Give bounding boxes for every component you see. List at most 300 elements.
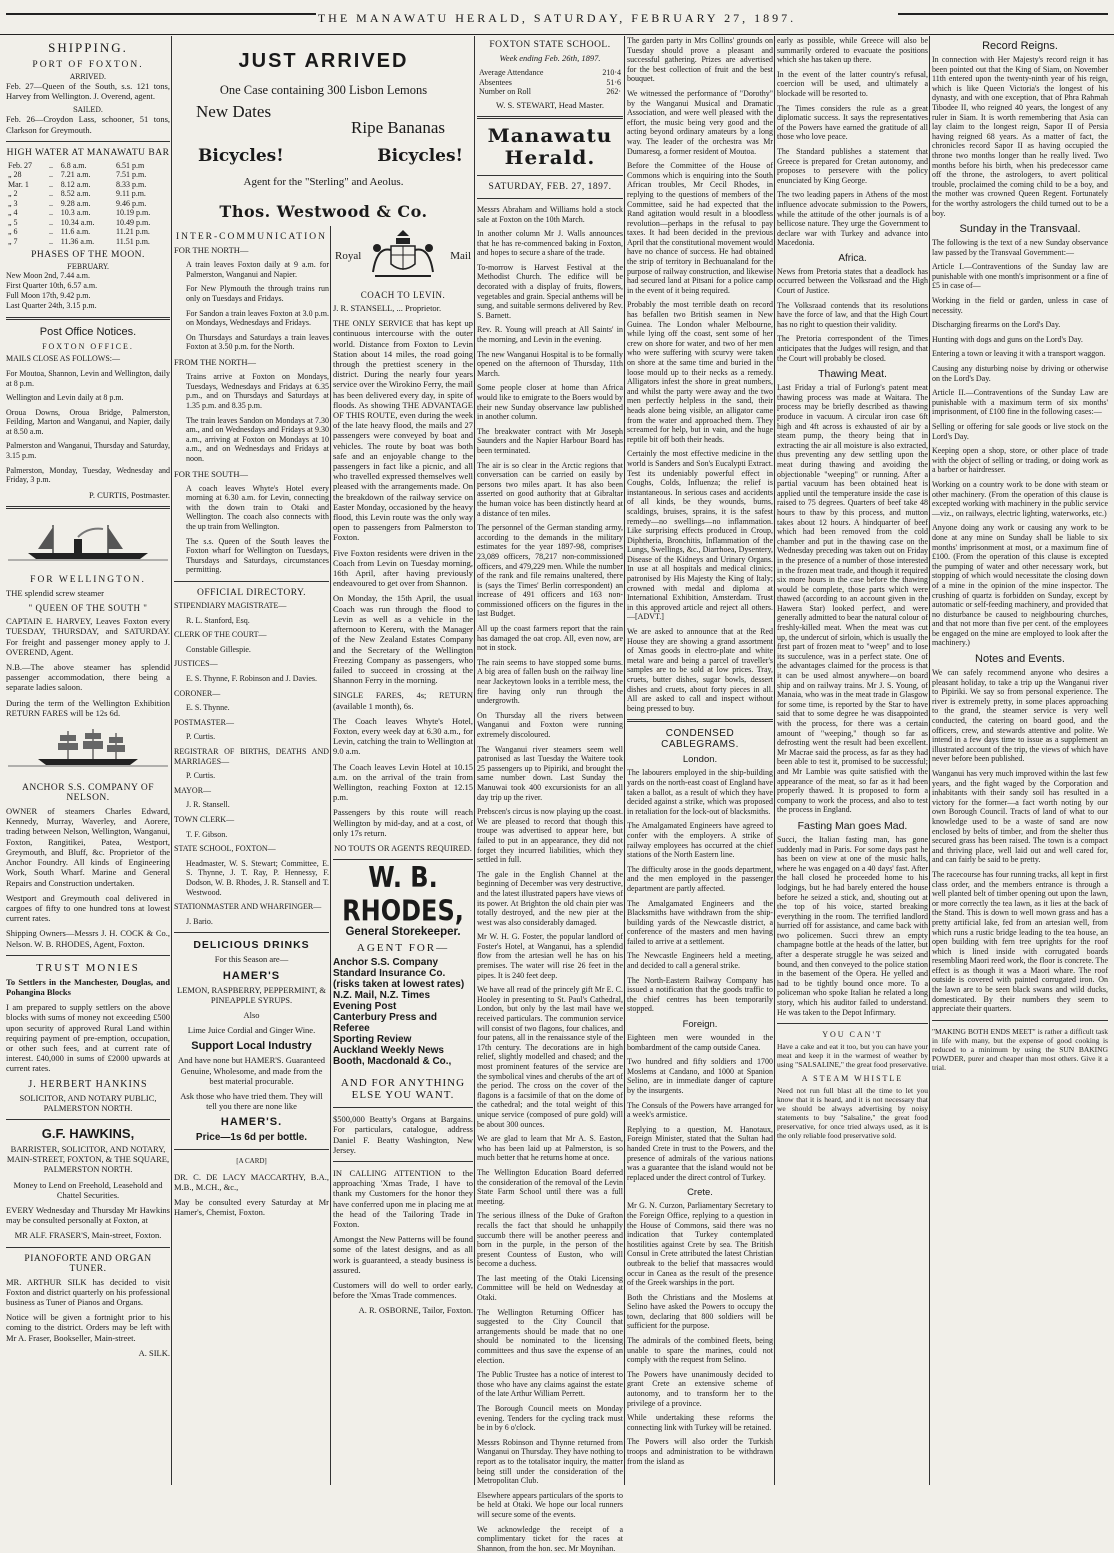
local-news-continued xyxy=(627,36,773,713)
news-paragraph: The personnel of the German standing army, according to the demands in the military estimates for the year 1897-98, comprises 23,089 officers, 78,217 non-commissioned officers, and 479,229 men. While the number of the rank and file remains unaltered, there is (says the Times' Berlin correspondent) an increase of 491 officers and 163 non-commissioned officers on the figures in the last Budget. xyxy=(477,523,623,619)
news-paragraph: The Borough Council meets on Monday evening. Tenders for the cycling track must be in by 6 o'clock. xyxy=(477,1404,623,1433)
ask-text: Ask those who have tried them. They will tell you there are none like xyxy=(180,1090,323,1112)
north-service-line: On Thursdays and Saturdays a train leaves Foxton at 3.50 p.m. for the North. xyxy=(186,332,329,352)
cable-paragraph: The Powers have unanimously decided to grant Crete an extensive scheme of autonomy, and to transform her to the privilege of a province. xyxy=(627,1369,773,1408)
story-paragraph: Causing any disturbing noise by driving or otherwise on the Lord's Day. xyxy=(932,364,1108,383)
cable-paragraph: The Pretoria correspondent of the Times anticipates that the Judges will resign, and that the Court will probably be closed. xyxy=(777,334,928,363)
news-paragraph: The Wellington Education Board deferred the consideration of the removal of the Levin State Farm School until there was a full meeting. xyxy=(477,1167,623,1206)
cable-paragraph: The Amalgamated Engineers have agreed to confer with the employers. A strike of railway employees has occurred at the chief stations of the North Eastern line. xyxy=(627,821,773,860)
school-cell: 51·6 xyxy=(606,77,621,87)
postmaster-sign: P. CURTIS, Postmaster. xyxy=(89,489,170,500)
coach-proprietor: J. R. STANSELL, ... Proprietor. xyxy=(333,303,442,313)
anchor-agents: Shipping Owners—Messrs J. H. COCK & Co., Nelson. W. B. RHODES, Agent, Foxton. xyxy=(6,928,170,949)
news-paragraph: Elsewhere appears particulars of the sports to be held at Otaki. We hope our local runners will secure some of the events. xyxy=(477,1490,623,1519)
tide-cell: .. xyxy=(48,160,53,170)
story-paragraph: In connection with Her Majesty's record reign it has been pointed out that the King of Siam, on November 11th entered upon the twenty-ninth year of his reign, which is like Queen Victoria's the longest of his dynasty, and with one exception, that of Phra Rahmah Tibodee II, who reigned 40 years, the longest of any ruler in Siam. It is worth remembering that Asia can lay claim to the longest reign, Sapor II of Persia having reigned 68 years. As a matter of fact, the chronicles record Sapor II as having occupied the throne two months longer than he really lived. Two months before his birth, when his predecessor came off the throne, the astrologers, to avert political trouble, proclaimed the coming child to be a boy, and the mother was crowned Queen Regent. Fortunately for the worthy astrologers the child turned out to be a boy. xyxy=(932,55,1108,218)
divider xyxy=(477,175,623,176)
column-rule xyxy=(929,36,930,1485)
cable-paragraph: Both the Christians and the Moslems at Selino have asked the Powers to occupy the town, declaring that 800 soldiers will be sufficient for the purpose. xyxy=(627,1292,773,1331)
tide-cell: 9.28 a.m. xyxy=(60,198,91,208)
cable-paragraph: The admirals of the combined fleets, being unable to spare the marines, could not comply with the request from Selino. xyxy=(627,1336,773,1365)
news-paragraph: We witnessed the performance of "Dorothy" by the Wanganui Musical and Dramatic Association, and were well pleased with the effort, the music being very good and the acting beyond ordinary amateurs by a long way. The leader of the orchestra was Mr Dumaresq, a former resident of Moutoa. xyxy=(627,88,773,156)
hankins-name: J. HERBERT HANKINS xyxy=(28,1078,148,1090)
arrived-text: Feb. 27—Queen of the South, s.s. 121 tons, Harvey from Wellington. J. Overend, agent. xyxy=(6,81,170,102)
foreign-heading: Foreign. xyxy=(682,1019,718,1031)
cablegrams-heading: CONDENSED CABLEGRAMS. xyxy=(661,728,739,751)
record-reigns-heading: Record Reigns. xyxy=(982,40,1058,52)
support-industry-heading: Support Local Industry xyxy=(191,1040,312,1053)
anything-else-line: AND FOR ANYTHING ELSE YOU WANT. xyxy=(340,1077,466,1102)
school-week: Week ending Feb. 26th, 1897. xyxy=(499,53,601,63)
moon-phase-line: Last Quarter 24th, 3.15 p.m. xyxy=(6,301,97,311)
cable-paragraph: The Times considers the rule as a great diplomatic success. It says the representatives of the Powers have earned the gratitude of all those who love peace. xyxy=(777,103,928,142)
drinks-sub: For this Season are— xyxy=(214,954,289,965)
directory-holder: E. S. Thynne. xyxy=(186,703,230,713)
school-cell: 262· xyxy=(606,87,621,97)
westwood-firm-name: Thos. Westwood & Co. xyxy=(219,202,428,221)
steam-whistle-text: Need not run full blast all the time to let you know that it is heard, and it is not necessary that we should be always advertising by noisy statements to buy "Salsaline," the great food preservative, for once tried always used, as it is the only reliable food preservative sold. xyxy=(777,1086,928,1141)
fraser-text: EVERY Wednesday and Thursday Mr Hawkins may be consulted personally at Foxton, at xyxy=(6,1204,170,1226)
crete-heading: Crete. xyxy=(687,1187,713,1199)
tide-cell: .. xyxy=(48,198,53,208)
directory-office: CORONER— xyxy=(174,688,221,698)
story-paragraph: Working in the field or garden, unless in case of necessity. xyxy=(932,296,1108,315)
from-the-north-label: FROM THE NORTH— xyxy=(174,356,256,367)
news-paragraph: The new Wanganui Hospital is to be formally opened on the afternoon of Thursday, 11th March. xyxy=(477,349,623,378)
story-paragraph: Succi, the Italian fasting man, has gone suddenly mad in Paris. For some days past he has been on view at one of the music halls, where he was engaged on a 40 days' fast. After the hall closed he proceeded home to his lodgings, but he had barely entered the house before he seized a stick, and, shouting out at the top of his voice, started breaking everything in the room. The terrified landlord hurried off for assistance, and came back with two policemen. Succi threw an empty champagne bottle at the heads of the latter, but after a desperate struggle he was seized and bound, and then conveyed to the police station in the basement of the Opera. He yelled and had to be tightly bound once more. To a policeman who spoke Italian he related a long story, which his auditor failed to understand. He was taken to the Depot Infirmary. xyxy=(777,834,928,1017)
news-paragraph: All up the coast farmers report that the rain has damaged the oat crop. All, even now, are not in stock. xyxy=(477,624,623,653)
post-office-line: Palmerston, Monday, Tuesday, Wednesday and Friday, 3 p.m. xyxy=(6,465,170,485)
cable-paragraph: While undertaking these reforms the connecting link with Turkey will be retained. xyxy=(627,1413,773,1432)
royal-label: Royal xyxy=(335,250,362,262)
agency-item: Canterbury Press and Referee xyxy=(333,1012,437,1035)
news-paragraph: Messrs Robinson and Thynne returned from Wanganui on Thursday. They have nothing to report as to the totalisator inquiry, the matter being still under the consideration of the Metropolitan Club. xyxy=(477,1437,623,1486)
post-office-line: Wellington and Levin daily at 8 p.m. xyxy=(6,393,124,403)
africa-heading: Africa. xyxy=(838,252,867,264)
bananas-line: Ripe Bananas xyxy=(351,118,445,137)
tide-cell: 8.52 a.m. xyxy=(60,189,91,199)
tide-cell: .. xyxy=(48,217,53,227)
news-paragraph: Certainly the most effective medicine in the world is Sanders and Son's Eucalypti Extract. Test its undeniably powerful effect in Coughs, Colds, Influenza; the relief is instantaneous. In serious cases and accidents of all kinds, be they wounds, burns, scaldings, bruises, sprains, it is the safest remedy—no swellings—no inflammation. Like surprising effects produced in Croup, Diphtheria, Bronchitis, Inflammation of the Lungs, Swellings, &c., Diarrhoea, Dysentery, Disease of the Kidneys and Urinary Organs. In use at all hospitals and medical clinics; patronised by His Majesty the King of Italy; crowned with medal and diploma at International Exhibition, Amsterdam. Trust in this approved article and reject all others.—[ADVT.] xyxy=(627,449,773,622)
tide-cell: 8.12 a.m. xyxy=(60,179,91,189)
doctor-name: DR. C. DE LACY MACCARTHY, B.A., M.B., M.CH., &c., xyxy=(174,1171,329,1192)
masthead xyxy=(0,0,1114,35)
intercommunication-heading: INTER-COMMUNICATION xyxy=(176,232,327,242)
column-editorial xyxy=(477,36,623,1553)
tide-cell: 11.6 a.m. xyxy=(60,227,91,237)
tide-cell: „ 3 xyxy=(8,198,18,208)
school-row xyxy=(477,78,623,88)
anchor-company-heading: ANCHOR S.S. COMPANY OF NELSON. xyxy=(22,783,154,804)
divider xyxy=(6,1119,170,1120)
osborne-text-2: Amongst the New Patterns will be found some of the latest designs, and as all work is guaranteed, a steady business is assured. xyxy=(333,1234,473,1275)
sunday-transvaal-story xyxy=(932,238,1108,648)
hankins-sub: SOLICITOR, AND NOTARY PUBLIC, PALMERSTON NORTH. xyxy=(19,1092,157,1113)
directory-office: JUSTICES— xyxy=(174,659,218,669)
local-news xyxy=(477,205,623,1553)
sterling-agent-line: Agent for the "Sterling" and Aeolus. xyxy=(243,176,404,188)
royal-coat-of-arms-icon xyxy=(363,228,443,284)
moon-phases xyxy=(6,271,170,311)
tide-cell: Mar. 1 xyxy=(8,179,29,189)
tide-cell: .. xyxy=(48,236,53,246)
news-paragraph: Prebscen's circus is now playing up the coast. We are pleased to record that though this troupe was advertised to appear here, but failed to put in an appearance, they did not forget they incurred liabilities, which they settled in full. xyxy=(477,807,623,865)
news-paragraph: On Thursday all the rivers between Wanganui and Foxton were running extremely discoloured. xyxy=(477,710,623,739)
story-paragraph: Last Friday a trial of Furlong's patent meat thawing process was made at Waitara. The process may be briefly described as thawing produce in vacuum. A circular iron case 6ft high and 4ft across is exhausted of air by a steam pump, the theory being that in extracting the air all moisture is also extracted, thus preventing any dew settling upon the meat during thawing and avoiding the objectionable "weeping" or running. After a partial vacuum has been obtained heat is applied until the temperature inside the case is raised to 75 degrees. Quarters of beef take 48 hours to thaw by this process, and mutton takes about 12 hours. A hindquarter of beef which had been removed from the cold chamber and put in the thawing case on the Wednesday preceding was taken out on Friday in the presence of a number of those interested in the frozen meat trade, and though it required six more hours in the case before the thawing would be complete, those parts which were thawed (according to an account given in the Hawera Star) looked perfect, and were generally admitted to bear the natural colour of freshly-killed meat. When the meat was cut up, the undercut of sirloin, which is usually the first part of frozen meat to "weep" and to lose its succulence, was in a perfect state. One of the advantages claimed for the process is that it can be used almost anywhere—on board ship and on railway trains. Mr J. S. Young, of Manaia, who was in the meat trade in Glasgow for some time, is reported by the Star to have said that to some degree he was disappointed with the process, for there was a certain amount of "weeping," though so far as defrosting went the result had been excellent. Mr Macrae said the process, as far as they had been able to test it, promised to be successful; and Mr Lambie was quite satisfied with the appearance of the meat, so far as it had been properly thawed. It is proposed to form a company to work the process, and also to test the process in England. xyxy=(777,383,928,815)
cable-paragraph: The two leading papers in Athens of the most influence advocate submission to the Powers, while the attitude of the other journals is of a bellicose nature. They urge the Government to declare war with Turkey and advance into Macedonia. xyxy=(777,190,928,248)
notes-events-story xyxy=(932,668,1108,1014)
fasting-man-heading: Fasting Man goes Mad. xyxy=(797,819,908,832)
cable-paragraph: The North-Eastern Railway Company has issued a notification that the goods traffic to the chief centres has been temporarily stopped. xyxy=(627,975,773,1014)
news-paragraph: We are asked to announce that at the Red House they are showing a grand assortment of Xmas goods in electro-plate and white metal ware and being a parcel of traveller's samples are to be sold at low prices. Tray, cruets, butter dishes, sugar bowls, dessert dishes and cruets, about forty pieces in all. All are asked to call and inspect without being pressed to buy. xyxy=(627,627,773,713)
post-office-notices xyxy=(6,354,170,485)
sailed-label: SAILED. xyxy=(73,106,103,115)
tide-row xyxy=(6,237,170,247)
story-paragraph: Keeping open a shop, store, or other place of trade with the object of selling or trading, or doing work as a barber or hairdresser. xyxy=(932,446,1108,475)
record-reigns-story xyxy=(932,55,1108,218)
from-north-service-line: The train leaves Sandon on Mondays at 7.30 am., and on Wednesdays and Fridays at 9.30 a.m., arriving at Foxton on Mondays at 10 a.m., and on Wednesdays and Fridays at noon. xyxy=(186,415,329,463)
hawkins-name: G.F. HAWKINS, xyxy=(41,1125,135,1141)
thawing-meat-story xyxy=(777,383,928,815)
anchor-text-2: Westport and Greymouth coal delivered in cargoes of fifty to one hundred tons at lowest current rates. xyxy=(6,892,170,924)
divider xyxy=(174,932,329,933)
directory-office: CLERK OF THE COURT— xyxy=(174,630,267,640)
north-service-line: A train leaves Foxton daily at 9 a.m. for Palmerston, Wanganui and Napier. xyxy=(186,260,329,279)
cable-paragraph: Two hundred and fifty soldiers and 1700 Moslems at Candano, and 1000 at Spanion Selino, are in immediate danger of capture by the insurgents. xyxy=(627,1057,773,1095)
dateline: SATURDAY, FEB. 27, 1897. xyxy=(488,181,612,192)
story-paragraph: The following is the text of a new Sunday observance law passed by the Transvaal Government:— xyxy=(932,238,1108,257)
column-coach xyxy=(333,228,473,1485)
column-cables xyxy=(777,36,928,1485)
directory-office: POSTMASTER— xyxy=(174,717,235,727)
north-services xyxy=(174,260,329,352)
moon-heading: PHASES OF THE MOON. xyxy=(31,250,145,261)
cable-paragraph: The Powers will also order the Turkish troops and administration to be withdrawn from the island as xyxy=(627,1437,773,1466)
from-north-service-line: Trains arrive at Foxton on Mondays, Tuesdays, Wednesdays and Fridays at 6.35 p.m., and on Thursdays and Saturdays at 1.35 p.m. and 8.35 p.m. xyxy=(186,372,329,410)
tide-cell: „ 6 xyxy=(8,227,18,237)
divider xyxy=(6,141,170,142)
story-paragraph: Hunting with dogs and guns on the Lord's Day. xyxy=(932,334,1083,344)
osborne-text-3: Customers will do well to order early, before the 'Xmas Trade commences. xyxy=(333,1280,473,1301)
cable-paragraph: Mr G. N. Curzon, Parliamentary Secretary to the Foreign Office, replying to a question in the House of Commons, said there was no indication that Turkey contemplated hostilities against Crete by sea. The British Consul in Crete attributed the latest Christian outbreak to the belief that massacres would occur in Canea as the result of the presence of the Greek warships in the port. xyxy=(627,1201,773,1288)
cable-paragraph: Eighteen men were wounded in the bombardment of the camp outside Canea. xyxy=(627,1033,773,1052)
tide-cell: „ 4 xyxy=(8,208,18,218)
north-service-line: For New Plymouth the through trains run only on Tuesdays and Fridays. xyxy=(186,284,329,303)
news-paragraph: Probably the most terrible death on record has befallen two British seamen in New Guinea. The London whaler Melbourne, while lying off the coast, sent some of her crew on shore for water, and two of her men who were suffering with scurvy were taken on shore at the same time and buried in the loose mould up to their necks as a remedy. Alligators infest the shore in great numbers, and whilst the party were away and the two men perfectly helpless in the sand, their heads alone being visible, an alligator came from the water and approached them. They screamed for help, but in vain, and the huge reptile bit off both their heads. xyxy=(627,300,773,444)
directory-holder: J. R. Stansell. xyxy=(186,800,230,810)
directory-holder: P. Curtis. xyxy=(186,732,216,742)
news-paragraph: The rain seems to have stopped some burns. A big area of fallen bush on the railway line near Jackeytown looks in a terrible mess, the fire having only run through the undergrowth. xyxy=(477,657,623,706)
coach-text-3: On Monday, the 15th April, the usual Coach was run through the flood to Levin as well as a vehicle in the afternoon to Kereru, with the Manager of the New Zealand Estates Company and the Secretary of the Wellington Freezing Company as passengers, who failed to succeed in crossing at the Shannon Ferry in the morning. xyxy=(333,593,473,686)
news-paragraph: Before the Committee of the House of Commons which is enquiring into the South African troubles, Mr Cecil Rhodes, in replying to the questions of members of the Committee, said he had expected that the Rand agitation would result in a bloodless revolution—perhaps in the refusal to pay taxes. It had been decided in the previous April that the constitutional movement would have no chance of success. He had obtained the strip of territory in Bechuanaland for the purpose of railway construction, and likewise had secured land at Pitsani for a police camp in the event of it being required. xyxy=(627,161,773,295)
cable-paragraph: Replying to a question, M. Hanotaux, Foreign Minister, stated that the Sultan had handed Crete in trust to the Powers, and the presence of admirals of the various nations was a guarantee that the island would not be replaced under the direct control of Turkey. xyxy=(627,1124,773,1182)
masthead-rule-right xyxy=(898,13,1108,15)
news-paragraph: In another column Mr J. Walls announces that he has re-commenced baking in Foxton, and hopes to secure a share of the trade. xyxy=(477,229,623,258)
piano-text: MR. ARTHUR SILK has decided to visit Foxton and district quarterly on his professional business as Tuner of Pianos and Organs. xyxy=(6,1276,170,1307)
salsaline-heading: YOU CAN'T xyxy=(822,1030,883,1040)
lemons-line: One Case containing 300 Lisbon Lemons xyxy=(219,83,428,97)
steamer-fares: During the term of the Wellington Exhibition RETURN FARES will be 12s 6d. xyxy=(6,697,170,718)
osborne-text: IN CALLING ATTENTION to the approaching 'Xmas Trade, I have to thank my Customers for the honor they have conferred upon me in placing me at the head of the Tailoring Trade in Foxton. xyxy=(333,1167,473,1229)
story-paragraph: Discharging firearms on the Lord's Day. xyxy=(932,320,1061,330)
steam-whistle-heading: A STEAM WHISTLE xyxy=(801,1074,904,1084)
sailing-ship-icon xyxy=(6,727,170,771)
beatty-organs-ad: $500,000 Beatty's Organs at Bargains. For particulars, catalogue, address Daniel F. Beatty Washington, New Jersey. xyxy=(333,1114,473,1155)
divider xyxy=(777,1023,928,1024)
cable-paragraph: The labourers employed in the ship-building yards on the north-east coast of England have taken a ballot, as a result of which they have decided against a strike, which was proposed in retaliation for the lock-out of blacksmiths. xyxy=(627,768,773,816)
column-rule xyxy=(171,36,172,1485)
column-rule xyxy=(330,226,331,1485)
school-cell: 210·4 xyxy=(602,68,621,78)
bicycles-right: Bicycles! xyxy=(377,146,463,166)
directory-holder: J. Bario. xyxy=(186,916,213,926)
cable-paragraph: In the event of the latter country's refusal, coercion will be used, and ultimately a blockade will be resorted to. xyxy=(777,69,928,98)
column-rule xyxy=(624,36,625,1485)
column-intercommunication xyxy=(174,228,329,1485)
directory-office: STATIONMASTER AND WHARFINGER— xyxy=(174,902,322,912)
tide-cell: .. xyxy=(48,170,53,180)
directory-heading: OFFICIAL DIRECTORY. xyxy=(196,588,307,599)
hamers-heading-2: HAMER'S. xyxy=(220,1116,283,1129)
post-office-sub: FOXTON OFFICE. xyxy=(42,342,134,352)
agency-item: Sporting Review xyxy=(333,1034,412,1046)
tide-cell: 8.33 p.m. xyxy=(116,179,147,189)
london-heading: London. xyxy=(682,754,718,766)
story-paragraph: We can safely recommend anyone who desires a pleasant holiday, to take a trip up the Wanganui river to Pipiriki. We say so from personal experience. The river is extremely pretty, in some places approaching to the grand, the steamer service is very well conducted, the catering on board good, and the officers, crew, and stewards attentive and polite. We intend in a few days time to issue as a supplement an illustrated account of the trip, the views of which have never before been published. xyxy=(932,668,1108,764)
story-paragraph: Article II.—Contraventions of the Sunday Law are punishable with a maximum term of six months' imprisonment, of £100 fine in the following cases:— xyxy=(932,388,1108,417)
tide-cell: 6.8 a.m. xyxy=(60,160,87,170)
tide-cell: 9.46 p.m. xyxy=(116,198,147,208)
school-cell: Average Attendance xyxy=(479,68,544,78)
south-service-line: A coach leaves Whyte's Hotel every morning at 6.30 a.m. for Levin, connecting with the down train to Otaki and Wellington. The coach also connects with the up train from Wellington. xyxy=(186,483,329,532)
agent-for-label: AGENT FOR— xyxy=(356,942,450,955)
cable-paragraph: The Newcastle Engineers held a meeting, and decided to call a general strike. xyxy=(627,951,773,971)
coach-text-6: Passengers by this route will reach Wellington by mid-day, and at a cost, of only 17s return. xyxy=(333,807,473,838)
school-sign: W. S. STEWART, Head Master. xyxy=(495,99,605,110)
tide-cell: 11.51 p.m. xyxy=(116,236,150,246)
moon-phase-line: New Moon 2nd, 7.44 a.m. xyxy=(6,271,90,281)
steamer-text: THE splendid screw steamer xyxy=(6,588,104,599)
anchor-text: OWNER of steamers Charles Edward, Kennedy, Murray, Waverley, and Aorere, trading between Nelson, Wellington, Wanganui, Foxton, Rangitikei, Patea, Westport, Greymouth, and Bluff, &c. Proprietor of the Anchor Foundry. All kinds of Engineering Work, South Wharf. Marine and General Repairs and Construction undertaken. xyxy=(6,806,170,888)
news-paragraph: The Public Trustee has a notice of interest to those who have any claims against the estate of the late Arthur William Perrett. xyxy=(477,1370,623,1399)
bicycles-left: Bicycles! xyxy=(198,146,284,166)
post-office-line: Oroua Downs, Oroua Bridge, Palmerston, Feilding, Marton and Wanganui, and Napier, daily at 8.50 a.m. xyxy=(6,407,170,436)
divider xyxy=(6,506,170,509)
trust-text: I am prepared to supply settlers on the above blocks with sums of money not exceeding £500 upon security of approved Rural Land within requiring payment of pre-emption, occupation, or other such fees, and at current rate of interest. £40,000 in sums of £2000 upwards at current rates. xyxy=(6,1002,170,1074)
news-paragraph: Messrs Abraham and Williams hold a stock sale at Foxton on the 10th March. xyxy=(477,204,623,224)
divider xyxy=(6,955,170,956)
tide-row xyxy=(6,180,170,190)
agency-item: Auckland Weekly News xyxy=(333,1045,444,1057)
port-heading: PORT OF FOXTON. xyxy=(32,60,144,70)
hawkins-text: Money to Lend on Freehold, Leasehold and Chattel Securities. xyxy=(13,1179,163,1200)
trust-sub: To Settlers in the Manchester, Douglas, and Pohangina Blocks xyxy=(6,976,170,997)
newspaper-nameplate: Manawatu Herald. xyxy=(487,124,613,169)
column-rule xyxy=(474,36,475,1485)
story-paragraph: Working on a country work to be done with steam or other machinery. (From the operation of this clause is excepted working with machinery in the public service—viz., on railways, electric lighting, waterworks, etc.) xyxy=(932,479,1108,518)
doctor-text: May be consulted every Saturday at Mr Hamer's, Chemist, Foxton. xyxy=(174,1196,329,1218)
wellington-heading: FOR WELLINGTON. xyxy=(30,575,146,586)
divider xyxy=(477,116,623,119)
tide-cell: .. xyxy=(48,189,53,199)
story-paragraph: Anyone doing any work or causing any work to be done at any mine on Sunday shall be liable to six months' imprisonment at most, or a maximum fine of £100. (From the operation of this clause is excepted the pumping of water and other necessary work, but stopping of which would necessitate the closing down of a mine in the opinion of the mine inspector. The crushing of quartz is forbidden on Sunday, except by automatic or self-feeding machinery, and provided that no disturbance be caused to neighbouring churches, and that not more than five per cent. of the employees be engaged on the mine are employed to look after the machinery.) xyxy=(932,523,1108,648)
tide-cell: 10.49 p.m. xyxy=(116,217,151,227)
news-paragraph: The serious illness of the Duke of Grafton recalls the fact that should he unhappily succumb there will be another peeress and born in the purple, in the person of the present Countess of Euston, who will become a duchess. xyxy=(477,1211,623,1269)
agency-item: Standard Insurance Co. (risks taken at lowest rates) xyxy=(333,968,465,991)
piano-sign: A. SILK. xyxy=(138,1347,170,1358)
directory-holder: R. L. Stanford, Esq. xyxy=(186,615,250,625)
steamer-name: " QUEEN OF THE SOUTH " xyxy=(28,603,148,614)
divider xyxy=(333,1107,473,1108)
news-paragraph: The Wanganui river steamers seem well patronised as last Tuesday the Waitere took 25 passengers up to Pipiriki, and brought the same number down. Last Sunday the Manuwai took 400 excursionists for an all day trip up the river. xyxy=(477,744,623,802)
trust-monies-heading: TRUST MONIES xyxy=(36,961,140,974)
piano-text-2: Notice will be given a fortnight prior to his coming to the district. Orders may be left with Mr A. Fraser, Bookseller, Main-street. xyxy=(6,1312,170,1343)
tide-cell: 7.51 p.m. xyxy=(116,170,147,180)
tide-cell: „ 28 xyxy=(8,170,22,180)
story-paragraph: Selling or offering for sale goods or live stock on the Lord's Day. xyxy=(932,422,1108,441)
coach-heading: COACH TO LEVIN. xyxy=(360,290,446,300)
news-paragraph: To-morrow is Harvest Festival at the Methodist Church. The edifice will be decorated with a display of fruits, flowers, vegetables and grain. Special anthems will be sung, and suitable sermons delivered by Rev. S. Barnett. xyxy=(477,262,623,320)
story-paragraph: Entering a town or leaving it with a transport waggon. xyxy=(932,349,1106,359)
agency-item: Evening Post xyxy=(333,1001,397,1013)
salsaline-text: Have a cake and eat it too, but you can have your meat and keep it in the warmest of weather by using "SALSALINE," the great food preservative. xyxy=(777,1042,928,1070)
column-rule xyxy=(774,36,775,1485)
moon-month: FEBRUARY. xyxy=(66,263,110,272)
directory-holder: T. F. Gibson. xyxy=(186,829,228,839)
hamers-heading: HAMER'S xyxy=(222,969,281,982)
news-paragraph: Some people closer at home than Africa would like to emigrate to the Boers would by their new Sunday observance law published in another column. xyxy=(477,383,623,422)
tide-cell: 10.3 a.m. xyxy=(60,208,91,218)
tide-heading: HIGH WATER AT MANAWATU BAR xyxy=(6,147,170,158)
moon-phase-line: Full Moon 17th, 9.42 p.m. xyxy=(6,291,91,301)
tide-cell: 6.51 p.m xyxy=(116,160,145,170)
tide-cell: 7.21 a.m. xyxy=(60,170,91,180)
hamers-syrups: LEMON, RASPBERRY, PEPPERMINT, & PINEAPPLE SYRUPS. xyxy=(177,984,326,1005)
news-paragraph: The gale in the English Channel at the beginning of December was very destructive, and the latest illustrated papers have views of its power. At Brighton the old chain pier was totally destroyed, and the new pier at the west was also considerably damaged. xyxy=(477,869,623,927)
tide-cell: Feb. 27 xyxy=(8,160,32,170)
south-services xyxy=(174,484,329,575)
divider xyxy=(932,1020,1108,1021)
tide-cell: .. xyxy=(48,208,53,218)
coach-text-2: Five Foxton residents were driven in the Coach from Levin on Tuesday morning, 16th April, after having previously endeavoured to get over from Shannon. xyxy=(333,547,473,589)
news-paragraph: The last meeting of the Otaki Licensing Committee will be held on Wednesday at Otaki. xyxy=(477,1273,623,1303)
foreign-news xyxy=(627,1033,773,1182)
tide-cell: 11.21 p.m. xyxy=(116,227,150,237)
rhodes-name: W. B. RHODES, xyxy=(342,860,464,928)
post-office-line: For Moutoa, Shannon, Levin and Wellington, daily at 8 p.m. xyxy=(6,368,170,388)
westwood-advertisement xyxy=(174,38,473,224)
tide-cell: 9.11 p.m. xyxy=(116,189,146,199)
tide-row xyxy=(6,161,170,171)
tide-row xyxy=(6,208,170,218)
tide-row xyxy=(6,218,170,228)
africa-news xyxy=(777,267,928,363)
news-paragraph: The Wellington Returning Officer has suggested to the City Council that arrangements should be made that no one should be nominated to the licensing committees and thus save the expense of an election. xyxy=(477,1307,623,1365)
sailed-text: Feb. 26—Croydon Lass, schooner, 51 tons, Clarkson for Greymouth. xyxy=(6,114,170,135)
divider xyxy=(174,581,329,582)
for-the-south-label: FOR THE SOUTH— xyxy=(174,468,248,479)
tide-row xyxy=(6,199,170,209)
moon-phase-line: First Quarter 10th, 6.57 a.m. xyxy=(6,281,98,291)
directory-holder: Constable Gillespie. xyxy=(186,644,251,654)
tide-cell: „ 5 xyxy=(8,217,18,227)
crete-news xyxy=(627,1201,773,1466)
london-news xyxy=(627,768,773,1014)
divider xyxy=(174,1149,329,1150)
agency-item: Anchor S.S. Company xyxy=(333,957,439,969)
crete-news-continued xyxy=(777,36,928,248)
post-office-line: MAILS CLOSE AS FOLLOWS:— xyxy=(6,354,121,364)
divider xyxy=(477,198,623,199)
story-paragraph: The racecourse has four running tracks, all kept in first class order, and the members entrance is through a well planted belt of timber opening out upon the lawn, or more correctly the tea lawn, as it lies at the back of the Stand. This is down to well mown grass and has a pretty artificial lake, fed from an artesian well, from which runs a rustic bridge leading to the tea house, an open building with fern tree uprights for the roof which is lined inside with corrugated boards resembling Maori reed work, the floor is concrete. The effect is as though it was a Maori whare. The roof outside is covered with painted corrugated iron. On the lawn are to be seen black swans and wild ducks, domesticated. By their numbers they seem to appreciate their quarters. xyxy=(932,869,1108,1014)
directory-office: MAYOR— xyxy=(174,785,212,795)
school-cell: Number on Roll xyxy=(479,87,531,97)
fasting-man-story xyxy=(777,835,928,1017)
news-paragraph: We acknowledge the receipt of a complimentary ticket for the races at Shannon, from the hon. sec. Mr Moynihan. xyxy=(477,1524,623,1553)
story-paragraph: Wanganui has very much improved within the last few years, and the fight waged by the Corporation and inhabitants with their sandy soil has resulted in a victory for the former—a fact worth noting by our own Borough Council. Tracts of land of what to our knowledge used to be a waste of sand are now enclosed by belts of timber, and from the shelter thus secured grass has been raised. The town is a compact and thriving place, well laid out and well cared for, and can fairly be said to be pretty. xyxy=(932,769,1108,865)
divider xyxy=(627,719,773,722)
sunday-transvaal-heading: Sunday in the Transvaal. xyxy=(959,223,1081,236)
column-features xyxy=(932,36,1108,1485)
shipping-heading: SHIPPING. xyxy=(48,40,128,55)
steamer-icon xyxy=(6,519,170,563)
agency-item: Booth, Macdonald & Co., xyxy=(333,1056,452,1068)
directory-office: STATE SCHOOL, FOXTON— xyxy=(174,844,276,854)
post-office-heading: Post Office Notices. xyxy=(39,326,137,339)
for-the-north-label: FOR THE NORTH— xyxy=(174,245,249,255)
fraser-address: MR ALF. FRASER'S, Main-street, Foxton. xyxy=(14,1230,162,1241)
column-news xyxy=(627,36,773,1485)
just-arrived-heading: JUST ARRIVED xyxy=(238,50,409,72)
directory-office: STIPENDIARY MAGISTRATE— xyxy=(174,601,287,611)
tide-cell: 10.19 p.m. xyxy=(116,208,151,218)
divider xyxy=(333,1161,473,1162)
school-row xyxy=(477,87,623,97)
directory-holder: P. Curtis. xyxy=(186,771,216,781)
no-touts-line: NO TOUTS OR AGENTS REQUIRED. xyxy=(334,842,472,853)
news-paragraph: The breakwater contract with Mr Joseph Saunders and the Napier Harbour Board has been terminated. xyxy=(477,426,623,455)
from-north-services xyxy=(174,372,329,463)
agency-item: N.Z. Mail, N.Z. Times xyxy=(333,990,431,1002)
cable-paragraph: The difficulty arose in the goods department, and the men employed in the passenger department are partly affected. xyxy=(627,864,773,893)
cable-paragraph: News from Pretoria states that a deadlock has occurred between the Volksraad and the High Court of Justice. xyxy=(777,266,928,296)
school-heading: FOXTON STATE SCHOOL. xyxy=(489,40,611,50)
tide-row xyxy=(6,227,170,237)
column-shipping xyxy=(6,36,170,1485)
divider xyxy=(6,317,170,320)
notes-events-heading: Notes and Events. xyxy=(975,653,1065,666)
official-directory xyxy=(174,601,329,926)
dates-line: New Dates xyxy=(196,102,272,121)
coach-text-4: The Coach leaves Whyte's Hotel, Foxton, every week day at 6.30 a.m., for Levin, catching the train to Wellington at 9.0 a.m. xyxy=(333,715,473,757)
directory-holder: Headmaster, W. S. Stewart; Committee, E. S. Thynne, J. T. Ray, P. Hennessy, F. Dodson, W. B. Rhodes, J. R. Stansell and T. Westwood. xyxy=(186,858,329,897)
news-paragraph: The garden party in Mrs Collins' grounds on Tuesday should prove a pleasant and successful gathering. Prizes are advertised for the best collection of fruit and the best bouquet. xyxy=(627,36,773,84)
tide-cell: „ 2 xyxy=(8,189,18,199)
coach-text: THE ONLY SERVICE that has kept up continuous intercourse with the outer world. Distance from Foxton to Levin Station about 14 miles, the road going through the prettiest scenery in the district. During the nearly four years service over the Wirokino Ferry, the mail has been delivered every day, in spite of floods. As showing THE ADVANTAGE OF THIS ROUTE, even during the week of the late heavy flood, the mails and 27 passengers were conveyed by boat and vehicles. The route by boat was both safe and an enjoyable change to the passengers in fact like a picnic, and all who travelled expressed themselves well pleased with the arrangements made. On the breakdown of the railway service on Easter Monday, occasioned by the heavy flood, this Levin route was the only way open to passengers from Palmerston to Foxton. xyxy=(333,318,473,543)
price-line: Price—1s 6d per bottle. xyxy=(195,1132,308,1144)
tide-cell: 11.36 a.m. xyxy=(60,236,95,246)
news-paragraph: We are glad to learn that Mr A. S. Easton, who has been laid up at Palmerston, is so much better that he returns home at once. xyxy=(477,1134,623,1163)
news-paragraph: We have all read of the princely gift Mr E. C. Hooley in presenting to St. Paul's Cathedral, London, but only by the last mail have we received particulars. The communion service will consist of two flagons, four chalices, and four patens, all in the renaissance style of the 17th century. The decorations are in high relief, slightly modelled and chased; and the most prominent features of the service are the symbolical vines and cherubs of the art of the period. The cross on the cover of the flagons is a facsimile of that on the dome of the cathedral; and the total weight of this unique service (composed of pure gold) will be about 300 ounces. xyxy=(477,985,623,1129)
news-paragraph: The air is so clear in the Arctic regions that conversation can be carried on easily by persons two miles apart. It has also been asserted on good authority that at Gibraltar the human voice has been distinctly heard at a distance of ten miles. xyxy=(477,460,623,518)
arrived-label: ARRIVED. xyxy=(69,73,107,81)
hawkins-sub: BARRISTER, SOLICITOR, AND NOTARY, MAIN-STREET, FOXTON, & THE SQUARE, PALMERSTON NORTH. xyxy=(6,1143,170,1175)
cable-paragraph: early as possible, while Greece will also be summarily ordered to evacuate the positions which she has taken up there. xyxy=(777,36,928,65)
steamer-body: CAPTAIN E. HARVEY, Leaves Foxton every TUESDAY, THURSDAY, and SATURDAY. For freight and passenger money apply to J. OVEREND, Agent. xyxy=(6,616,170,657)
school-cell: Absentees xyxy=(479,77,512,87)
masthead-title: THE MANAWATU HERALD, SATURDAY, FEBRUARY 27, 1897. xyxy=(317,11,797,25)
thawing-meat-heading: Thawing Meat. xyxy=(818,368,887,381)
